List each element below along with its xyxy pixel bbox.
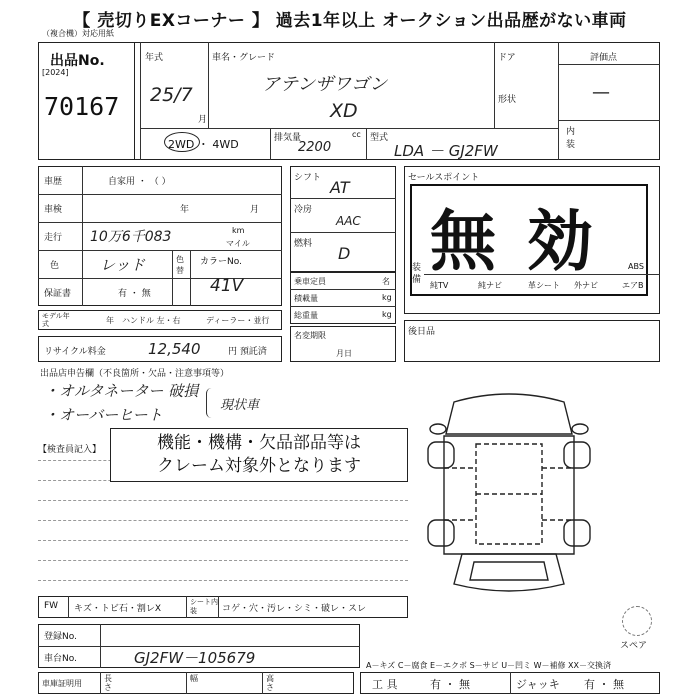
tools-value: 有 ・ 無 [430, 678, 470, 691]
grade-score-label: 評価点 [590, 53, 618, 63]
height-label: 高さ [266, 674, 274, 692]
seat-label: シート内装 [190, 598, 218, 615]
garage-cert-label: 車庫証明用 [42, 679, 82, 688]
jack-value: 有 ・ 無 [584, 678, 624, 691]
declaration-label: 出品店申告欄（不良箇所・欠品・注意事項等） [40, 369, 230, 379]
aircon-label: 冷房 [294, 205, 313, 215]
dealer-field: ディーラー・並行 [206, 316, 270, 325]
fuel-value: D [338, 244, 351, 263]
banner-title: 【 売切りEXコーナー 】 過去1年以上 オークション出品歴がない車両 [73, 11, 627, 31]
model-code-label: 型式 [370, 133, 389, 143]
equipment-item-0: 純TV [430, 281, 449, 290]
equipment-label: 装備 [412, 263, 422, 285]
grade-score-value: — [592, 82, 610, 103]
history-value: 自家用 ・ （ ） [108, 177, 171, 187]
tools-label: 工 具 [372, 678, 398, 691]
displacement-value: 2200 [298, 140, 332, 155]
equipment-item-3: 外ナビ [574, 281, 598, 290]
mileage-mile-unit: マイル [226, 239, 250, 248]
drive-options: 2WD ・ 4WD [168, 138, 239, 151]
disclaimer-notice [110, 428, 408, 482]
mileage-km-unit: km [232, 226, 245, 235]
chassis-label: 車台No. [44, 654, 77, 664]
year-model-unit: 月 [198, 115, 208, 125]
total-weight-label: 総重量 [294, 311, 318, 320]
equipment-item-2: 革シート [528, 281, 560, 290]
width-label: 幅 [190, 674, 198, 683]
drive-circle [164, 132, 200, 152]
color-no-label: カラーNo. [200, 257, 242, 267]
shaken-month-unit: 月 [250, 205, 260, 215]
lot-year: [2024] [42, 68, 69, 77]
back-number-label: 後日品 [408, 327, 436, 337]
color-value: レッド [100, 256, 145, 274]
declaration-note: 現状車 [220, 398, 260, 413]
capacity-unit: 名 [382, 277, 390, 286]
load-unit: kg [382, 293, 392, 302]
interior-label: 内装 [566, 127, 576, 150]
car-model-name: アテンザワゴン [262, 74, 388, 95]
fw-damage-text: キズ・トビ石・割レX [74, 604, 161, 614]
void-stamp: 無 効 [430, 202, 597, 280]
shape-label: 形状 [498, 95, 517, 105]
warranty-label: 保証書 [44, 289, 72, 299]
declaration-line-2: ・オーバーヒート [44, 406, 163, 424]
recycle-unit: 円 預託済 [228, 347, 267, 357]
capacity-label: 乗車定員 [294, 277, 326, 286]
displacement-unit: cc [352, 130, 361, 139]
disclaimer-line-1: 機能・機構・欠品部品等は [157, 433, 361, 453]
seat-damage-text: コゲ・穴・汚レ・シミ・破レ・スレ [222, 604, 367, 614]
jack-label: ジャッキ [516, 678, 560, 691]
car-grade: XD [330, 100, 358, 122]
mileage-value: 10万6千083 [90, 229, 172, 245]
load-label: 積載量 [294, 294, 318, 303]
disclaimer-line-2: クレーム対象外となります [157, 456, 361, 476]
sales-point-label: セールスポイント [408, 173, 480, 183]
abs-label: ABS [628, 262, 644, 271]
shift-label: シフト [294, 173, 322, 183]
lot-number: 70167 [44, 92, 120, 121]
color-label: 色 [50, 261, 60, 271]
back-number-box [404, 320, 660, 362]
sub-header: （複合機）対応用紙 [42, 29, 114, 38]
handle-field: ハンドル 左・右 [122, 316, 181, 325]
history-label: 車歴 [44, 177, 63, 187]
model-year-label: モデル年式 [42, 312, 70, 328]
inspector-label: 【検査員記入】 [38, 445, 102, 455]
shift-value: AT [330, 178, 350, 197]
car-diagram [414, 384, 604, 604]
year-model-value: 25/7 [150, 84, 193, 106]
equipment-item-4: エアB [622, 281, 644, 290]
fuel-label: 燃料 [294, 239, 313, 249]
color-no-value: 41V [210, 276, 244, 296]
warranty-value: 有 ・ 無 [118, 289, 151, 299]
fw-label: FW [44, 601, 59, 611]
name-change-unit: 月日 [336, 349, 352, 358]
length-label: 長さ [104, 674, 112, 692]
spare-tire-circle [622, 606, 652, 636]
shaken-year-unit: 年 [180, 205, 190, 215]
model-year-unit: 年 [106, 316, 114, 325]
door-label: ドア [498, 53, 516, 63]
mileage-label: 走行 [44, 233, 63, 243]
model-code-value: LDA － GJ2FW [394, 142, 498, 160]
recycle-value: 12,540 [148, 340, 201, 358]
car-name-label: 車名・グレード [212, 53, 276, 63]
total-weight-unit: kg [382, 310, 392, 319]
equipment-item-1: 純ナビ [478, 281, 502, 290]
displacement-label: 排気量 [274, 133, 302, 143]
chassis-value: GJ2FW－105679 [134, 649, 256, 667]
registration-label: 登録No. [44, 632, 77, 642]
color-change-label: 色替 [176, 255, 184, 275]
spare-label: スペア [620, 641, 648, 651]
declaration-line-1: ・オルタネーター 破損 [44, 382, 199, 400]
damage-legend: A－キズ C－腐食 E－エクボ S－サビ U－凹ミ W－補修 XX－交換済 [366, 661, 612, 670]
aircon-value: AAC [336, 214, 361, 228]
note-bracket [206, 388, 217, 418]
lot-label: 出品No. [50, 53, 105, 69]
recycle-label: リサイクル料金 [44, 347, 106, 357]
name-change-label: 名変期限 [294, 331, 326, 340]
year-model-label: 年式 [145, 53, 164, 63]
shaken-label: 車検 [44, 205, 63, 215]
